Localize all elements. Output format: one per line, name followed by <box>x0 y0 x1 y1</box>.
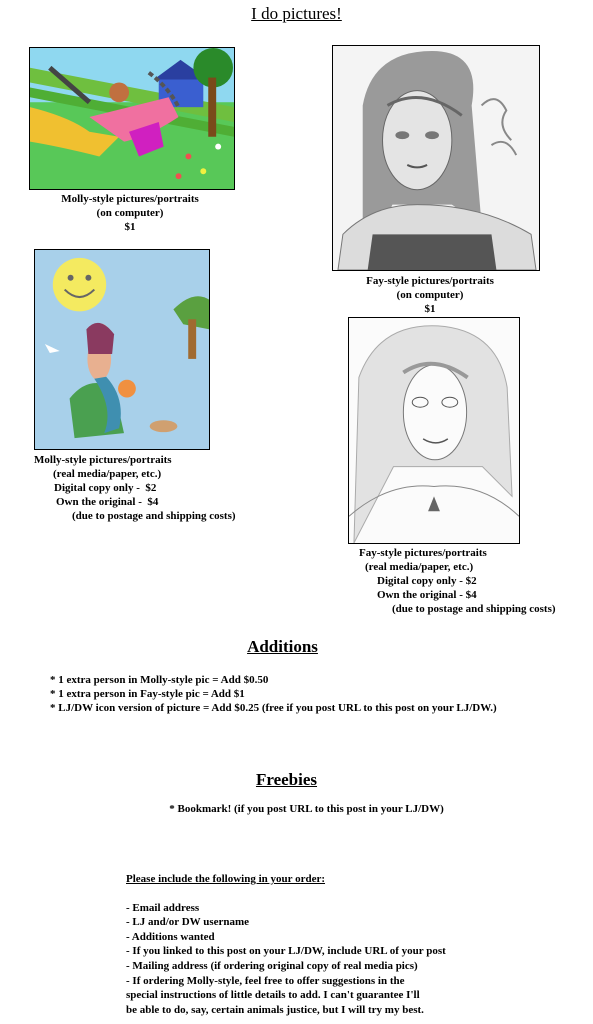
caption-price-digital: Digital copy only - $2 <box>54 482 157 494</box>
fay-real-picture <box>348 317 520 544</box>
caption-price: $1 <box>124 221 136 233</box>
caption-price-original: Own the original - $4 <box>377 589 477 601</box>
list-item: - If you linked to this post on your LJ/DW, include URL of your post <box>126 945 446 958</box>
list-item: * 1 extra person in Molly-style pic = Add $0.50 <box>50 674 269 686</box>
list-item: - Additions wanted <box>126 930 215 943</box>
fay-real-caption <box>359 546 593 616</box>
list-item: special instructions of little details to add. I can't guarantee I'll <box>126 989 420 1002</box>
caption-line: Fay-style pictures/portraits <box>359 547 487 559</box>
caption-price-digital: Digital copy only - $2 <box>377 575 477 587</box>
caption-line: Molly-style pictures/portraits <box>61 193 199 205</box>
list-item: - If ordering Molly-style, feel free to offer suggestions in the <box>126 974 405 987</box>
list-item: * Bookmark! (if you post URL to this post in your LJ/DW) <box>169 803 444 815</box>
caption-price-original: Own the original - $4 <box>56 496 159 508</box>
caption-price: $1 <box>424 303 436 315</box>
list-item: * LJ/DW icon version of picture = Add $0.25 (free if you post URL to this post on your LJ/DW.) <box>50 702 497 714</box>
list-item: - Mailing address (if ordering original copy of real media pics) <box>126 959 418 972</box>
list-item: - LJ and/or DW username <box>126 916 250 929</box>
page-title: I do pictures! <box>251 4 342 23</box>
caption-line: Fay-style pictures/portraits <box>366 275 494 287</box>
caption-note: (due to postage and shipping costs) <box>392 603 556 615</box>
caption-line: (real media/paper, etc.) <box>53 468 162 480</box>
molly-computer-caption <box>20 192 240 234</box>
order-instructions <box>126 872 566 1017</box>
caption-line: (on computer) <box>396 289 464 301</box>
fay-computer-picture <box>332 45 540 271</box>
caption-line: Molly-style pictures/portraits <box>34 454 172 466</box>
list-item: be able to do, say, certain animals justice, but I will try my best. <box>126 1003 424 1016</box>
freebies-list <box>0 802 593 816</box>
additions-list <box>50 673 593 715</box>
list-item: - Email address <box>126 901 200 914</box>
list-item: * 1 extra person in Fay-style pic = Add $1 <box>50 688 245 700</box>
fay-computer-caption <box>320 274 540 316</box>
caption-note: (due to postage and shipping costs) <box>72 510 236 522</box>
order-heading: Please include the following in your order: <box>126 873 326 885</box>
molly-real-picture <box>34 249 210 450</box>
freebies-heading: Freebies <box>255 770 318 789</box>
caption-line: (on computer) <box>96 207 164 219</box>
molly-real-caption <box>34 453 284 523</box>
caption-line: (real media/paper, etc.) <box>365 561 474 573</box>
molly-computer-picture <box>29 47 235 190</box>
additions-heading: Additions <box>247 637 318 656</box>
